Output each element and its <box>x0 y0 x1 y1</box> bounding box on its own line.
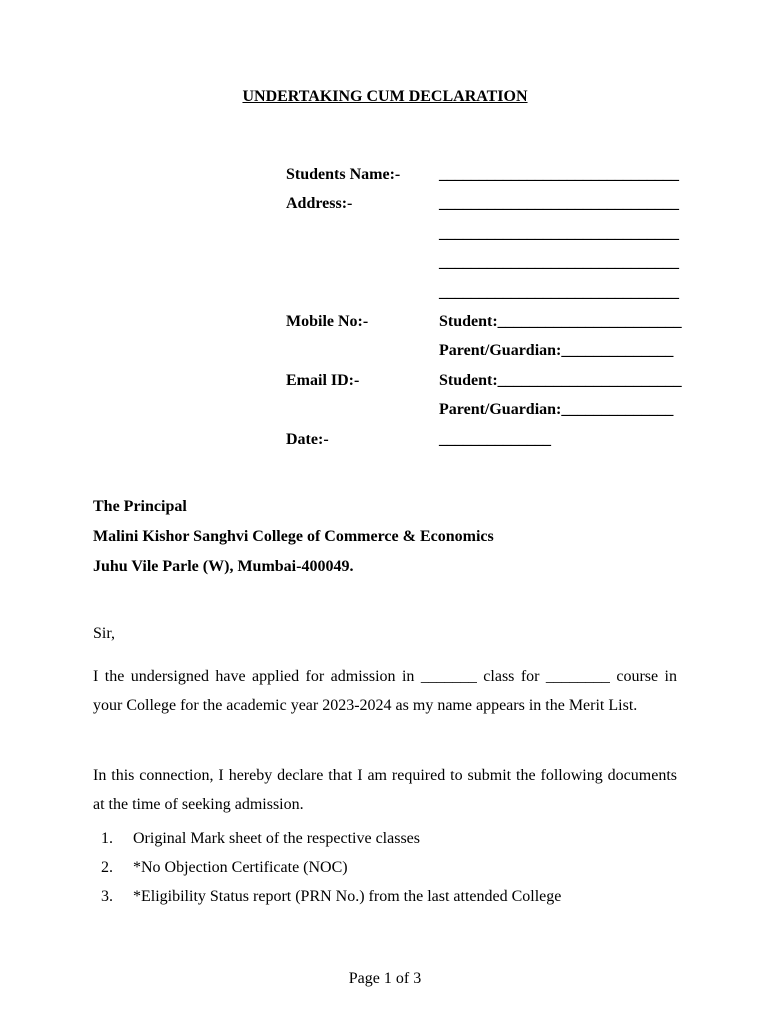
list-item-text: *Eligibility Status report (PRN No.) from the last attended College <box>133 888 562 905</box>
salutation: Sir, <box>93 625 116 642</box>
students-name-label: Students Name:- <box>286 166 401 183</box>
email-parent-field: Parent/Guardian:______________ <box>439 401 674 419</box>
addressee-block <box>93 498 494 588</box>
addressee-title: The Principal <box>93 498 187 515</box>
email-id-label: Email ID:- <box>286 371 360 389</box>
address-field-line-4: ______________________________ <box>439 283 679 301</box>
list-item-number: 1. <box>101 830 113 847</box>
date-label: Date:- <box>286 430 329 448</box>
declaration-paragraph: In this connection, I hereby declare that I am required to submit the following documents at the time of seeking admission. <box>93 767 677 813</box>
page-number: Page 1 of 3 <box>348 970 422 987</box>
list-item-number: 2. <box>101 859 113 876</box>
email-student-field: Student:_______________________ <box>439 371 682 389</box>
address-field-line-3: ______________________________ <box>439 254 679 272</box>
address-field-line-1: ______________________________ <box>439 195 679 213</box>
mobile-student-field: Student:_______________________ <box>439 312 682 330</box>
addressee-college: Malini Kishor Sanghvi College of Commerce & Economics <box>93 528 494 545</box>
mobile-no-label: Mobile No:- <box>286 312 369 330</box>
list-item-text: Original Mark sheet of the respective classes <box>133 830 421 847</box>
mobile-parent-field: Parent/Guardian:______________ <box>439 342 674 360</box>
list-item-text: *No Objection Certificate (NOC) <box>133 859 348 876</box>
document-title: UNDERTAKING CUM DECLARATION <box>242 88 528 105</box>
date-field: ______________ <box>439 430 551 448</box>
address-label: Address:- <box>286 195 353 213</box>
list-item-number: 3. <box>101 888 113 905</box>
students-name-field: ______________________________ <box>439 166 679 183</box>
address-field-line-2: ______________________________ <box>439 224 679 242</box>
admission-paragraph: I the undersigned have applied for admission in _______ class for ________ course in your College for the academic year 2023-2024 as my name appears in the Merit List. <box>93 668 677 714</box>
addressee-location: Juhu Vile Parle (W), Mumbai-400049. <box>93 558 354 575</box>
